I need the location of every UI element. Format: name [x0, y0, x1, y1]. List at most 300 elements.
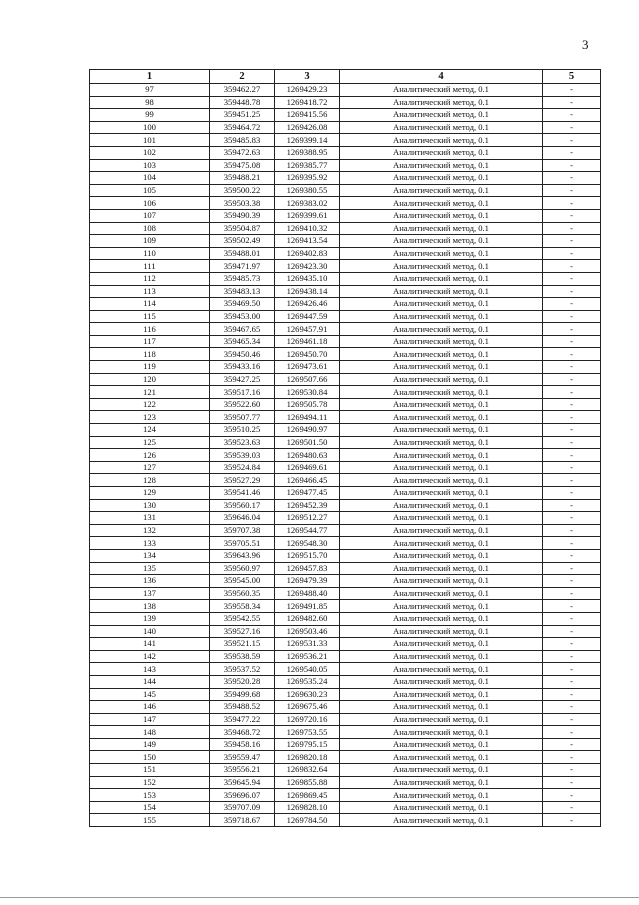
- point-number-cell: 100: [90, 121, 210, 134]
- method-cell: Аналитический метод, 0.1: [340, 650, 543, 663]
- method-cell: Аналитический метод, 0.1: [340, 675, 543, 688]
- method-cell: Аналитический метод, 0.1: [340, 159, 543, 172]
- note-cell: -: [543, 184, 601, 197]
- x-coordinate-cell: 359433.16: [210, 361, 275, 374]
- point-number-cell: 128: [90, 474, 210, 487]
- header-row: [90, 70, 601, 84]
- note-cell: -: [543, 247, 601, 260]
- method-cell: Аналитический метод, 0.1: [340, 625, 543, 638]
- x-coordinate-cell: 359485.73: [210, 272, 275, 285]
- y-coordinate-cell: 1269795.15: [275, 738, 340, 751]
- point-number-cell: 112: [90, 272, 210, 285]
- point-number-cell: 152: [90, 776, 210, 789]
- point-number-cell: 127: [90, 461, 210, 474]
- table-row: [90, 386, 601, 399]
- table-row: [90, 776, 601, 789]
- note-cell: -: [543, 638, 601, 651]
- method-cell: Аналитический метод, 0.1: [340, 436, 543, 449]
- x-coordinate-cell: 359472.63: [210, 146, 275, 159]
- method-cell: Аналитический метод, 0.1: [340, 96, 543, 109]
- method-cell: Аналитический метод, 0.1: [340, 184, 543, 197]
- y-coordinate-cell: 1269503.46: [275, 625, 340, 638]
- table-row: [90, 474, 601, 487]
- table-row: [90, 209, 601, 222]
- method-cell: Аналитический метод, 0.1: [340, 411, 543, 424]
- x-coordinate-cell: 359510.25: [210, 424, 275, 437]
- x-coordinate-cell: 359488.01: [210, 247, 275, 260]
- point-number-cell: 154: [90, 801, 210, 814]
- x-coordinate-cell: 359527.16: [210, 625, 275, 638]
- x-coordinate-cell: 359483.13: [210, 285, 275, 298]
- table-row: [90, 285, 601, 298]
- note-cell: -: [543, 587, 601, 600]
- y-coordinate-cell: 1269675.46: [275, 701, 340, 714]
- point-number-cell: 129: [90, 487, 210, 500]
- method-cell: Аналитический метод, 0.1: [340, 348, 543, 361]
- y-coordinate-cell: 1269473.61: [275, 361, 340, 374]
- point-number-cell: 103: [90, 159, 210, 172]
- note-cell: -: [543, 260, 601, 273]
- note-cell: -: [543, 663, 601, 676]
- y-coordinate-cell: 1269380.55: [275, 184, 340, 197]
- method-cell: Аналитический метод, 0.1: [340, 310, 543, 323]
- point-number-cell: 131: [90, 512, 210, 525]
- note-cell: -: [543, 172, 601, 185]
- point-number-cell: 106: [90, 197, 210, 210]
- note-cell: -: [543, 373, 601, 386]
- x-coordinate-cell: 359558.34: [210, 600, 275, 613]
- y-coordinate-cell: 1269482.60: [275, 612, 340, 625]
- x-coordinate-cell: 359450.46: [210, 348, 275, 361]
- y-coordinate-cell: 1269438.14: [275, 285, 340, 298]
- point-number-cell: 115: [90, 310, 210, 323]
- y-coordinate-cell: 1269395.92: [275, 172, 340, 185]
- x-coordinate-cell: 359465.34: [210, 335, 275, 348]
- y-coordinate-cell: 1269426.08: [275, 121, 340, 134]
- method-cell: Аналитический метод, 0.1: [340, 537, 543, 550]
- x-coordinate-cell: 359427.25: [210, 373, 275, 386]
- note-cell: -: [543, 751, 601, 764]
- method-cell: Аналитический метод, 0.1: [340, 285, 543, 298]
- note-cell: -: [543, 235, 601, 248]
- note-cell: -: [543, 424, 601, 437]
- method-cell: Аналитический метод, 0.1: [340, 524, 543, 537]
- y-coordinate-cell: 1269410.32: [275, 222, 340, 235]
- method-cell: Аналитический метод, 0.1: [340, 361, 543, 374]
- method-cell: Аналитический метод, 0.1: [340, 398, 543, 411]
- y-coordinate-cell: 1269450.70: [275, 348, 340, 361]
- note-cell: -: [543, 109, 601, 122]
- note-cell: -: [543, 146, 601, 159]
- y-coordinate-cell: 1269452.39: [275, 499, 340, 512]
- table-row: [90, 398, 601, 411]
- table-row: [90, 512, 601, 525]
- table-row: [90, 247, 601, 260]
- y-coordinate-cell: 1269426.46: [275, 298, 340, 311]
- point-number-cell: 132: [90, 524, 210, 537]
- point-number-cell: 139: [90, 612, 210, 625]
- point-number-cell: 133: [90, 537, 210, 550]
- point-number-cell: 99: [90, 109, 210, 122]
- point-number-cell: 107: [90, 209, 210, 222]
- point-number-cell: 120: [90, 373, 210, 386]
- page-number: 3: [582, 37, 589, 52]
- table-row: [90, 650, 601, 663]
- point-number-cell: 124: [90, 424, 210, 437]
- method-cell: Аналитический метод, 0.1: [340, 474, 543, 487]
- y-coordinate-cell: 1269490.97: [275, 424, 340, 437]
- point-number-cell: 155: [90, 814, 210, 827]
- note-cell: -: [543, 84, 601, 97]
- method-cell: Аналитический метод, 0.1: [340, 386, 543, 399]
- header-col-3: 3: [275, 70, 340, 84]
- method-cell: Аналитический метод, 0.1: [340, 272, 543, 285]
- y-coordinate-cell: 1269469.61: [275, 461, 340, 474]
- method-cell: Аналитический метод, 0.1: [340, 575, 543, 588]
- x-coordinate-cell: 359542.55: [210, 612, 275, 625]
- table-row: [90, 751, 601, 764]
- method-cell: Аналитический метод, 0.1: [340, 789, 543, 802]
- point-number-cell: 141: [90, 638, 210, 651]
- note-cell: -: [543, 348, 601, 361]
- y-coordinate-cell: 1269383.02: [275, 197, 340, 210]
- x-coordinate-cell: 359469.50: [210, 298, 275, 311]
- point-number-cell: 122: [90, 398, 210, 411]
- table-row: [90, 449, 601, 462]
- y-coordinate-cell: 1269461.18: [275, 335, 340, 348]
- point-number-cell: 118: [90, 348, 210, 361]
- point-number-cell: 108: [90, 222, 210, 235]
- y-coordinate-cell: 1269820.18: [275, 751, 340, 764]
- table-row: [90, 109, 601, 122]
- x-coordinate-cell: 359559.47: [210, 751, 275, 764]
- method-cell: Аналитический метод, 0.1: [340, 562, 543, 575]
- method-cell: Аналитический метод, 0.1: [340, 235, 543, 248]
- y-coordinate-cell: 1269494.11: [275, 411, 340, 424]
- note-cell: -: [543, 562, 601, 575]
- table-row: [90, 587, 601, 600]
- y-coordinate-cell: 1269828.10: [275, 801, 340, 814]
- method-cell: Аналитический метод, 0.1: [340, 461, 543, 474]
- point-number-cell: 98: [90, 96, 210, 109]
- point-number-cell: 146: [90, 701, 210, 714]
- table-header: [90, 70, 601, 84]
- note-cell: -: [543, 575, 601, 588]
- method-cell: Аналитический метод, 0.1: [340, 638, 543, 651]
- table-row: [90, 625, 601, 638]
- method-cell: Аналитический метод, 0.1: [340, 688, 543, 701]
- table-row: [90, 575, 601, 588]
- y-coordinate-cell: 1269435.10: [275, 272, 340, 285]
- table-row: [90, 222, 601, 235]
- table-row: [90, 323, 601, 336]
- table-row: [90, 675, 601, 688]
- table-row: [90, 764, 601, 777]
- point-number-cell: 104: [90, 172, 210, 185]
- table-row: [90, 789, 601, 802]
- note-cell: -: [543, 386, 601, 399]
- x-coordinate-cell: 359560.35: [210, 587, 275, 600]
- y-coordinate-cell: 1269413.54: [275, 235, 340, 248]
- point-number-cell: 130: [90, 499, 210, 512]
- point-number-cell: 105: [90, 184, 210, 197]
- y-coordinate-cell: 1269385.77: [275, 159, 340, 172]
- table-row: [90, 172, 601, 185]
- table-row: [90, 600, 601, 613]
- y-coordinate-cell: 1269402.83: [275, 247, 340, 260]
- header-col-5: 5: [543, 70, 601, 84]
- table-row: [90, 373, 601, 386]
- point-number-cell: 119: [90, 361, 210, 374]
- note-cell: -: [543, 197, 601, 210]
- x-coordinate-cell: 359485.83: [210, 134, 275, 147]
- point-number-cell: 149: [90, 738, 210, 751]
- y-coordinate-cell: 1269505.78: [275, 398, 340, 411]
- table-row: [90, 537, 601, 550]
- method-cell: Аналитический метод, 0.1: [340, 776, 543, 789]
- method-cell: Аналитический метод, 0.1: [340, 701, 543, 714]
- x-coordinate-cell: 359458.16: [210, 738, 275, 751]
- x-coordinate-cell: 359499.68: [210, 688, 275, 701]
- table-row: [90, 499, 601, 512]
- note-cell: -: [543, 96, 601, 109]
- table-row: [90, 159, 601, 172]
- method-cell: Аналитический метод, 0.1: [340, 298, 543, 311]
- y-coordinate-cell: 1269753.55: [275, 726, 340, 739]
- point-number-cell: 114: [90, 298, 210, 311]
- method-cell: Аналитический метод, 0.1: [340, 84, 543, 97]
- note-cell: -: [543, 398, 601, 411]
- y-coordinate-cell: 1269531.33: [275, 638, 340, 651]
- point-number-cell: 150: [90, 751, 210, 764]
- method-cell: Аналитический метод, 0.1: [340, 512, 543, 525]
- table-row: [90, 688, 601, 701]
- y-coordinate-cell: 1269536.21: [275, 650, 340, 663]
- y-coordinate-cell: 1269399.61: [275, 209, 340, 222]
- note-cell: -: [543, 701, 601, 714]
- x-coordinate-cell: 359556.21: [210, 764, 275, 777]
- note-cell: -: [543, 675, 601, 688]
- table-row: [90, 272, 601, 285]
- table-row: [90, 612, 601, 625]
- y-coordinate-cell: 1269832.64: [275, 764, 340, 777]
- note-cell: -: [543, 537, 601, 550]
- x-coordinate-cell: 359448.78: [210, 96, 275, 109]
- method-cell: Аналитический метод, 0.1: [340, 499, 543, 512]
- x-coordinate-cell: 359545.00: [210, 575, 275, 588]
- method-cell: Аналитический метод, 0.1: [340, 109, 543, 122]
- method-cell: Аналитический метод, 0.1: [340, 612, 543, 625]
- x-coordinate-cell: 359503.38: [210, 197, 275, 210]
- y-coordinate-cell: 1269418.72: [275, 96, 340, 109]
- note-cell: -: [543, 461, 601, 474]
- x-coordinate-cell: 359475.08: [210, 159, 275, 172]
- method-cell: Аналитический метод, 0.1: [340, 172, 543, 185]
- method-cell: Аналитический метод, 0.1: [340, 549, 543, 562]
- y-coordinate-cell: 1269491.85: [275, 600, 340, 613]
- y-coordinate-cell: 1269507.66: [275, 373, 340, 386]
- point-number-cell: 117: [90, 335, 210, 348]
- x-coordinate-cell: 359696.07: [210, 789, 275, 802]
- table-row: [90, 663, 601, 676]
- x-coordinate-cell: 359517.16: [210, 386, 275, 399]
- point-number-cell: 134: [90, 549, 210, 562]
- method-cell: Аналитический метод, 0.1: [340, 121, 543, 134]
- note-cell: -: [543, 713, 601, 726]
- header-col-2: 2: [210, 70, 275, 84]
- point-number-cell: 116: [90, 323, 210, 336]
- note-cell: -: [543, 474, 601, 487]
- header-col-4: 4: [340, 70, 543, 84]
- table-row: [90, 134, 601, 147]
- table-row: [90, 361, 601, 374]
- note-cell: -: [543, 738, 601, 751]
- table-row: [90, 424, 601, 437]
- note-cell: -: [543, 524, 601, 537]
- x-coordinate-cell: 359643.96: [210, 549, 275, 562]
- point-number-cell: 142: [90, 650, 210, 663]
- point-number-cell: 121: [90, 386, 210, 399]
- coordinates-table: [89, 69, 601, 827]
- table-row: [90, 146, 601, 159]
- y-coordinate-cell: 1269488.40: [275, 587, 340, 600]
- note-cell: -: [543, 688, 601, 701]
- note-cell: -: [543, 814, 601, 827]
- point-number-cell: 101: [90, 134, 210, 147]
- x-coordinate-cell: 359520.28: [210, 675, 275, 688]
- table-row: [90, 235, 601, 248]
- point-number-cell: 123: [90, 411, 210, 424]
- x-coordinate-cell: 359707.38: [210, 524, 275, 537]
- x-coordinate-cell: 359718.67: [210, 814, 275, 827]
- note-cell: -: [543, 134, 601, 147]
- table-row: [90, 524, 601, 537]
- table-row: [90, 562, 601, 575]
- method-cell: Аналитический метод, 0.1: [340, 487, 543, 500]
- table-row: [90, 701, 601, 714]
- x-coordinate-cell: 359490.39: [210, 209, 275, 222]
- method-cell: Аналитический метод, 0.1: [340, 134, 543, 147]
- header-col-1: 1: [90, 70, 210, 84]
- method-cell: Аналитический метод, 0.1: [340, 209, 543, 222]
- x-coordinate-cell: 359468.72: [210, 726, 275, 739]
- y-coordinate-cell: 1269512.27: [275, 512, 340, 525]
- x-coordinate-cell: 359537.52: [210, 663, 275, 676]
- table-row: [90, 638, 601, 651]
- y-coordinate-cell: 1269515.70: [275, 549, 340, 562]
- method-cell: Аналитический метод, 0.1: [340, 424, 543, 437]
- table-row: [90, 348, 601, 361]
- point-number-cell: 144: [90, 675, 210, 688]
- method-cell: Аналитический метод, 0.1: [340, 222, 543, 235]
- x-coordinate-cell: 359527.29: [210, 474, 275, 487]
- method-cell: Аналитический метод, 0.1: [340, 663, 543, 676]
- table-row: [90, 436, 601, 449]
- x-coordinate-cell: 359541.46: [210, 487, 275, 500]
- y-coordinate-cell: 1269479.39: [275, 575, 340, 588]
- method-cell: Аналитический метод, 0.1: [340, 335, 543, 348]
- method-cell: Аналитический метод, 0.1: [340, 814, 543, 827]
- x-coordinate-cell: 359507.77: [210, 411, 275, 424]
- x-coordinate-cell: 359464.72: [210, 121, 275, 134]
- note-cell: -: [543, 323, 601, 336]
- table-row: [90, 461, 601, 474]
- note-cell: -: [543, 209, 601, 222]
- y-coordinate-cell: 1269530.84: [275, 386, 340, 399]
- point-number-cell: 138: [90, 600, 210, 613]
- point-number-cell: 147: [90, 713, 210, 726]
- method-cell: Аналитический метод, 0.1: [340, 323, 543, 336]
- note-cell: -: [543, 512, 601, 525]
- method-cell: Аналитический метод, 0.1: [340, 373, 543, 386]
- x-coordinate-cell: 359451.25: [210, 109, 275, 122]
- x-coordinate-cell: 359521.15: [210, 638, 275, 651]
- table-row: [90, 310, 601, 323]
- y-coordinate-cell: 1269540.05: [275, 663, 340, 676]
- method-cell: Аналитический метод, 0.1: [340, 600, 543, 613]
- x-coordinate-cell: 359477.22: [210, 713, 275, 726]
- point-number-cell: 140: [90, 625, 210, 638]
- y-coordinate-cell: 1269784.50: [275, 814, 340, 827]
- method-cell: Аналитический метод, 0.1: [340, 587, 543, 600]
- y-coordinate-cell: 1269457.83: [275, 562, 340, 575]
- note-cell: -: [543, 449, 601, 462]
- note-cell: -: [543, 764, 601, 777]
- y-coordinate-cell: 1269415.56: [275, 109, 340, 122]
- x-coordinate-cell: 359707.09: [210, 801, 275, 814]
- table-row: [90, 738, 601, 751]
- y-coordinate-cell: 1269423.30: [275, 260, 340, 273]
- note-cell: -: [543, 285, 601, 298]
- y-coordinate-cell: 1269630.23: [275, 688, 340, 701]
- method-cell: Аналитический метод, 0.1: [340, 801, 543, 814]
- x-coordinate-cell: 359560.17: [210, 499, 275, 512]
- x-coordinate-cell: 359522.60: [210, 398, 275, 411]
- table-row: [90, 487, 601, 500]
- y-coordinate-cell: 1269429.23: [275, 84, 340, 97]
- point-number-cell: 137: [90, 587, 210, 600]
- point-number-cell: 153: [90, 789, 210, 802]
- note-cell: -: [543, 361, 601, 374]
- point-number-cell: 125: [90, 436, 210, 449]
- x-coordinate-cell: 359646.04: [210, 512, 275, 525]
- note-cell: -: [543, 487, 601, 500]
- table-row: [90, 814, 601, 827]
- method-cell: Аналитический метод, 0.1: [340, 713, 543, 726]
- x-coordinate-cell: 359488.21: [210, 172, 275, 185]
- y-coordinate-cell: 1269399.14: [275, 134, 340, 147]
- method-cell: Аналитический метод, 0.1: [340, 146, 543, 159]
- note-cell: -: [543, 159, 601, 172]
- point-number-cell: 113: [90, 285, 210, 298]
- x-coordinate-cell: 359504.87: [210, 222, 275, 235]
- x-coordinate-cell: 359471.97: [210, 260, 275, 273]
- y-coordinate-cell: 1269720.16: [275, 713, 340, 726]
- note-cell: -: [543, 612, 601, 625]
- table-row: [90, 335, 601, 348]
- table-row: [90, 184, 601, 197]
- x-coordinate-cell: 359502.49: [210, 235, 275, 248]
- x-coordinate-cell: 359462.27: [210, 84, 275, 97]
- y-coordinate-cell: 1269548.30: [275, 537, 340, 550]
- y-coordinate-cell: 1269501.50: [275, 436, 340, 449]
- method-cell: Аналитический метод, 0.1: [340, 726, 543, 739]
- point-number-cell: 148: [90, 726, 210, 739]
- bottom-divider: [0, 897, 639, 898]
- x-coordinate-cell: 359453.00: [210, 310, 275, 323]
- y-coordinate-cell: 1269869.45: [275, 789, 340, 802]
- table-row: [90, 549, 601, 562]
